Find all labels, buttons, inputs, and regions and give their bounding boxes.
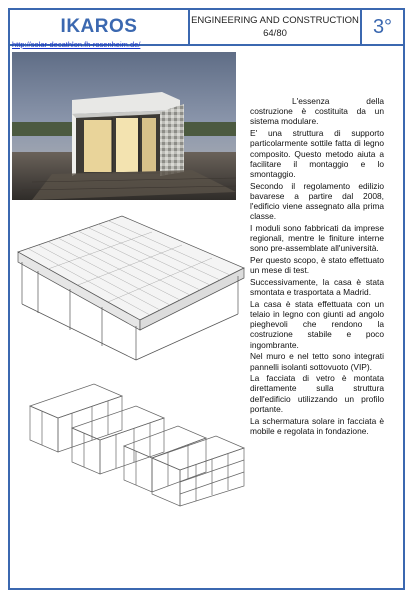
subtitle-line-1: ENGINEERING AND CONSTRUCTION bbox=[191, 15, 359, 26]
subtitle-line-2: 64/80 bbox=[263, 28, 287, 39]
roof-structure-drawing bbox=[12, 212, 248, 362]
description-text bbox=[250, 96, 384, 438]
page-number: 3° bbox=[372, 15, 393, 38]
paragraph: I moduli sono fabbricati da imprese regionali, mentre le finiture interne sono pre-assemblate all'università. bbox=[250, 222, 384, 254]
page-title: IKAROS bbox=[60, 16, 138, 37]
paragraph: Secondo il regolamento edilizio bavarese a partire dal 2008, l'edificio viene assegnato alla prima classe. bbox=[250, 180, 384, 222]
paragraph: Per questo scopo, è stato effettuato un mese di test. bbox=[250, 255, 384, 276]
paragraph: La casa è stata effettuata con un telaio in legno con giunti ad angolo pieghevoli che rendono la costruzione stabile e poco ingombrante. bbox=[250, 298, 384, 350]
paragraph: La schermatura solare in facciata è mobile e regolata in fondazione. bbox=[250, 415, 384, 436]
number-box bbox=[362, 10, 403, 46]
paragraph: E' una struttura di supporto particolarmente sottile fatta di legno composito. Questo metodo aiuta a facilitare il montaggio e lo smontaggio. bbox=[250, 128, 384, 179]
paragraph: Nel muro e nel tetto sono integrati pannelli isolanti sottovuoto (VIP). bbox=[250, 351, 384, 372]
module-frames-drawing bbox=[12, 368, 248, 508]
house-photo bbox=[12, 52, 236, 200]
paragraph: La facciata di vetro è montata direttamente sulla struttura dell'edificio utilizzando un profilo portante. bbox=[250, 373, 384, 414]
paragraph: L'essenza della costruzione è costituita da un sistema modulare. bbox=[250, 96, 384, 127]
source-link[interactable]: http://solar-decathlon.fh-rosenheim.de/ bbox=[12, 40, 141, 49]
paragraph: Successivamente, la casa è stata smontata e trasportata a Madrid. bbox=[250, 276, 384, 298]
subtitle-box bbox=[190, 10, 362, 46]
